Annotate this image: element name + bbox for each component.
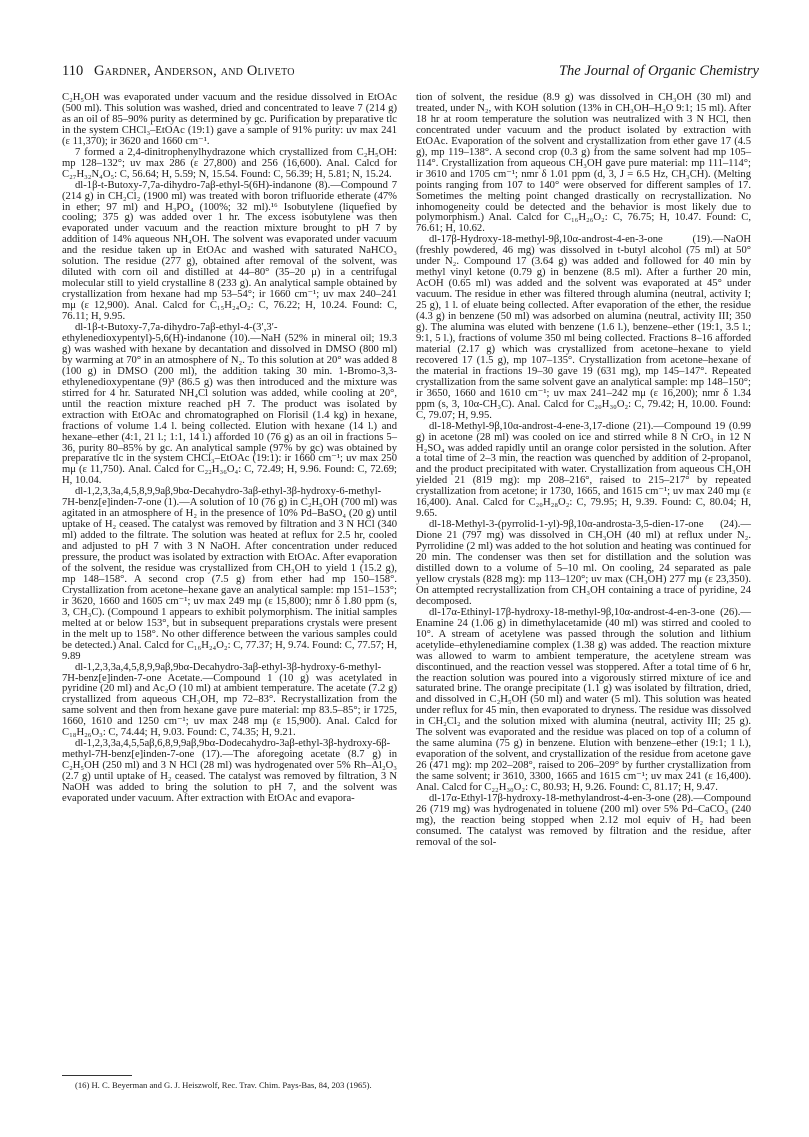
- paragraph: dl-1,2,3,3a,4,5,8,9,9aβ,9bα-Decahydro-3aβ-ethyl-3β-hydroxy-6-methyl-7H-benz[e]inden-7-one (1).—A solution of 10 (76 g) in C₂H₅OH (700 ml) was agitated in an atmosphere of H₂ in the presence of 10% Pd–BaSO₄ (20 g) until uptake of H₂ ceased. The catalyst was removed by filtration and 3 N HCl (340 ml) added to the filtrate. The solution was heated at reflux for 2.5 hr, cooled and adjusted to pH 7 with 3 N NaOH. After concentration under reduced pressure, the product was isolated by extraction with EtOAc. After evaporation of the solvent, the residue was crystallized from CH₃OH to yield 1 (15.2 g), mp 148–158°. A second crop (7.5 g) from ether had mp 150–158°. Crystallization from acetone–hexane gave an analytical sample: mp 151–153°; ir 3620, 1660 and 1605 cm⁻¹; uv max 249 mμ (ε 15,800); nmr δ 1.80 ppm (s, 3, CH₃C). (Compound 1 appears to exhibit polymorphism. The initial samples melted at or below 153°, but in subsequent preparations crystals were present in the melt up to 158°. No other difference between the various samples could be detected.) Anal. Calcd for C₁₆H₂₄O₂: C, 77.37; H, 9.74. Found: C, 77.57; H, 9.89: [62, 486, 397, 662]
- paragraph: tion of solvent, the residue (8.9 g) was dissolved in CH₃OH (30 ml) and treated, under N₂, with KOH solution (13% in CH₃OH–H₂O 9:1; 15 ml). After 18 hr at room temperature the solution was neutralized with 3 N HCl, then concentrated under vacuum and the product isolated by extraction with EtOAc. Evaporation of the solvent and crystallization from ether gave 17 (4.5 g), mp 119–138°. A second crop (0.3 g) from the same solvent had mp 105–114°. Crystallization from aqueous CH₃OH gave pure material: mp 111–114°; ir 3610 and 1705 cm⁻¹; nmr δ 1.01 ppm (d, 3, J = 6.5 Hz, CH₃CH). (Melting points ranging from 107 to 140° were observed for different samples of 17. Sometimes the melting point changed drastically on recrystallization. No inhomogeneity could be detected and the behavior is most likely due to polymorphism.) Anal. Calcd for C₁₆H₂₆O₂: C, 76.75; H, 10.47. Found: C, 76.61; H, 10.62.: [416, 92, 751, 235]
- paragraph: dl-1β-t-Butoxy-7,7a-dihydro-7aβ-ethyl-4-(3′,3′-ethylenedioxypentyl)-5,6(H)-indanone (10).—NaH (52% in mineral oil; 19.3 g) was washed with hexane by decantation and dissolved in DMSO (800 ml) by warming at 70° in an atmosphere of N₂. To this solution at 20° was added 8 (100 g) in DMSO (200 ml), the addition taking 30 min. 1-Bromo-3,3-ethylenedioxypentane (9)³ (86.5 g) was then introduced and the mixture was stirred for 4 hr. Saturated NH₄Cl solution was added, while cooling at 20°, until the reaction mixture reached pH 7. The product was isolated by extraction with EtOAc and chromatographed on Florisil (1.4 kg) in hexane, fractions of volume 1.4 l. being collected. Elution with hexane (14 l.) and hexane–ether (4:1, 21 l.; 1:1, 14 l.) afforded 10 (76 g) as an oil in fractions 5–36, purity 80–85% by gc. An analytical sample (97% by gc) was obtained by preparative tlc in the system CHCl₃–EtOAc (19:1): ir 1660 cm⁻¹; uv max 250 mμ (ε 11,750). Anal. Calcd for C₂₂H₃₆O₄: C, 72.49; H, 9.96. Found: C, 72.69; H, 10.04.: [62, 322, 397, 487]
- paragraph: dl-1β-t-Butoxy-7,7a-dihydro-7aβ-ethyl-5(6H)-indanone (8).—Compound 7 (214 g) in CH₂Cl₂ (1900 ml) was treated with boron trifluoride etherate (47% in ether; 97 ml) and H₃PO₄ (100%; 32 ml).¹⁶ Isobutylene (liquefied by cooling; 375 g) was added over 1 hr. The excess isobutylene was then evaporated under vacuum and the reaction mixture brought to pH 7 by addition of 14% aqueous NH₄OH. The solvent was evaporated under vacuum and the residue taken up in EtOAc and washed with saturated NaHCO₃ solution. The residue (277 g), obtained after removal of the solvent, was diluted with corn oil and distilled at 44–80° (35–20 μ) in a centrifugal molecular still to yield crystalline 8 (233 g). An analytical sample obtained by crystallization from hexane had mp 53–54°; ir 1660 cm⁻¹; uv max 240–241 mμ (ε 12,900). Anal. Calcd for C₁₅H₂₄O₂: C, 76.22; H, 10.24. Found: C, 76.11; H, 9.95.: [62, 179, 397, 323]
- right-column: [416, 93, 751, 1106]
- paragraph: 7 formed a 2,4-dinitrophenylhydrazone which crystallized from C₂H₅OH: mp 128–132°; uv max 286 (ε 27,800) and 256 (16,600). Anal. Calcd for C₂₇H₃₂N₄O₅: C, 56.64; H, 5.59; N, 15.54. Found: C, 56.39; H, 5.81; N, 15.24.: [62, 146, 397, 180]
- footnote: (16) H. C. Beyerman and G. J. Heiszwolf, Rec. Trav. Chim. Pays-Bas, 84, 203 (1965).: [75, 1080, 372, 1090]
- page-number: 110: [62, 63, 84, 79]
- footnote-divider: [62, 1075, 132, 1076]
- paragraph: dl-1,2,3,3a,4,5,5aβ,6,8,9,9aβ,9bα-Dodecahydro-3aβ-ethyl-3β-hydroxy-6β-methyl-7H-benz[e]inden-7-one (17).—The aforegoing acetate (8.7 g) in C₂H₅OH (250 ml) and 3 N HCl (28 ml) was hydrogenated over 5% Rh–Al₂O₃ (2.7 g) until uptake of H₂ ceased. The catalyst was removed by filtration, 3 N NaOH was added to bring the solution to pH 7, and the solvent was evaporated under vacuum. After extraction with EtOAc and evapora-: [62, 738, 397, 804]
- paragraph: dl-18-Methyl-9β,10α-androst-4-ene-3,17-dione (21).—Compound 19 (0.99 g) in acetone (28 ml) was cooled on ice and stirred while 8 N CrO₃ in 12 N H₂SO₄ was added rapidly until an orange color persisted in the solution. After a total time of 2–3 min, the reaction was quenched by addition of 2-propanol, and the product precipitated with water. Crystallization from aqueous CH₃OH yielded 21 (819 mg): mp 208–216°, raised to 215–217° by repeated crystallization from acetone; ir 1730, 1665, and 1615 cm⁻¹; uv max 240 mμ (ε 16,400). Anal. Calcd for C₂₀H₂₈O₂: C, 79.95; H, 9.39. Found: C, 80.04; H, 9.65.: [416, 420, 751, 520]
- running-authors: Gardner, Anderson, and Oliveto: [94, 63, 295, 79]
- paragraph: C₂H₅OH was evaporated under vacuum and the residue dissolved in EtOAc (500 ml). This solution was washed, dried and concentrated to leave 7 (214 g) as an oil of 85–90% purity as determined by gc. Purification by preparative tlc in the system CHCl₃–EtOAc (19:1) gave a sample of 91% purity: uv max 241 (ε 11,370); ir 3620 and 1660 cm⁻¹.: [62, 92, 397, 147]
- paragraph: dl-18-Methyl-3-(pyrrolid-1-yl)-9β,10α-androsta-3,5-dien-17-one (24).—Dione 21 (797 mg) was dissolved in CH₃OH (40 ml) at reflux under N₂. Pyrrolidine (2 ml) was added to the hot solution and heating was continued for 20 min. The condenser was then set for distillation and the solution was distilled down to a volume of 5–10 ml. On cooling, 24 separated as pale yellow crystals (828 mg): mp 113–120°; uv max (CH₃OH) 277 mμ (ε 23,350). On attempted recrystallization from CH₃OH containing a trace of pyridine, 24 decomposed.: [416, 519, 751, 607]
- paragraph: dl-1,2,3,3a,4,5,8,9,9aβ,9bα-Decahydro-3aβ-ethyl-3β-hydroxy-6-methyl-7H-benz[e]inden-7-one Acetate.—Compound 1 (10 g) was acetylated in pyridine (20 ml) and Ac₂O (10 ml) at ambient temperature. The acetate (7.2 g) crystallized from aqueous CH₃OH, mp 72–83°. Recrystallization from the same solvent and then from hexane gave pure material: mp 83.5–85°; ir 1725, 1660, 1610 and 1250 cm⁻¹; uv max 248 mμ (ε 15,900). Anal. Calcd for C₁₈H₂₆O₃: C, 74.44; H, 9.03. Found: C, 74.35; H, 9.21.: [62, 661, 397, 739]
- left-column: [62, 93, 397, 1063]
- paragraph: dl-17β-Hydroxy-18-methyl-9β,10α-androst-4-en-3-one (19).—NaOH (freshly powdered, 46 mg) was dissolved in t-butyl alcohol (75 ml) at 50° under N₂. Compound 17 (3.64 g) was added and followed for 40 min by methyl vinyl ketone (0.79 g) in benzene (8.5 ml). After a further 20 min, AcOH (0.65 ml) was added and the solvent was evaporated at 45° under vacuum. The residue in ether was filtered through alumina (neutral, activity I; 25 g), 1 l. of eluate being collected. After evaporation of the ether, the residue (4.3 g) in benzene (50 ml) was adsorbed on alumina (neutral, activity III; 350 g). The alumina was eluted with benzene (1.6 l.), benzene–ether (19:1, 3.5 l.; 9:1, 5 l.), fractions of volume 350 ml being collected. Fractions 8–16 afforded material (2.17 g) which was crystallized from acetone–hexane to yield recovered 17 (1.5 g), mp 107–135°. Crystallization from acetone–hexane of the material in fractions 19–30 gave 19 (631 mg), mp 145–147°. Repeated crystallization from the same solvent gave an analytical sample: mp 148–150°; ir 3650, 1660 and 1610 cm⁻¹; uv max 241–242 mμ (ε 16,200); nmr δ 1.34 ppm (s, 3, 10α-CH₃C). Anal. Calcd for C₂₀H₃₀O₂: C, 79.42; H, 10.00. Found: C, 79.07; H, 9.95.: [416, 234, 751, 421]
- running-header: [62, 60, 759, 82]
- journal-title: The Journal of Organic Chemistry: [558, 63, 759, 79]
- paragraph: dl-17α-Ethyl-17β-hydroxy-18-methylandrost-4-en-3-one (28).—Compound 26 (719 mg) was hydrogenated in toluene (200 ml) over 5% Pd–CaCO₃ (240 mg), the reaction being stopped when 2.12 mol equiv of H₂ had been consumed. The catalyst was removed by filtration and the residue, after removal of the sol-: [416, 793, 751, 848]
- paragraph: dl-17α-Ethinyl-17β-hydroxy-18-methyl-9β,10α-androst-4-en-3-one (26).—Enamine 24 (1.06 g) in dimethylacetamide (40 ml) was stirred and cooled to 10°. A stream of acetylene was passed through the solution and lithium acetylide–ethylenediamine complex (1.38 g) was added. The reaction mixture was allowed to warm to ambient temperature, the acetylene stream was discontinued, and the reaction vessel was stoppered. After a total time of 6 hr, the reaction solution was poured into a vigorously stirred mixture of ice and saturated brine. The orange precipitate (1.1 g) was isolated by filtration, dried, and dissolved in C₂H₅OH (50 ml) and water (5 ml). This solution was heated under reflux for 45 min, then evaporated to dryness. The residue was dissolved in CH₂Cl₂ and the solution mixed with alumina (neutral, activity III; 25 g). The solvent was evaporated and the residue was placed on top of a column of the same alumina (75 g) in benzene. Elution with benzene–ether (19:1; 1 l.), evaporation of the solvent, and crystallization of the residue from acetone gave 26 (471 mg): mp 202–208°, raised to 206–209° by further crystallization from the same solvent; ir 3610, 3300, 1665 and 1615 cm⁻¹; uv max 241 (ε 16,400). Anal. Calcd for C₂₂H₃₀O₂: C, 80.93; H, 9.26. Found: C, 81.17; H, 9.47.: [416, 606, 751, 794]
